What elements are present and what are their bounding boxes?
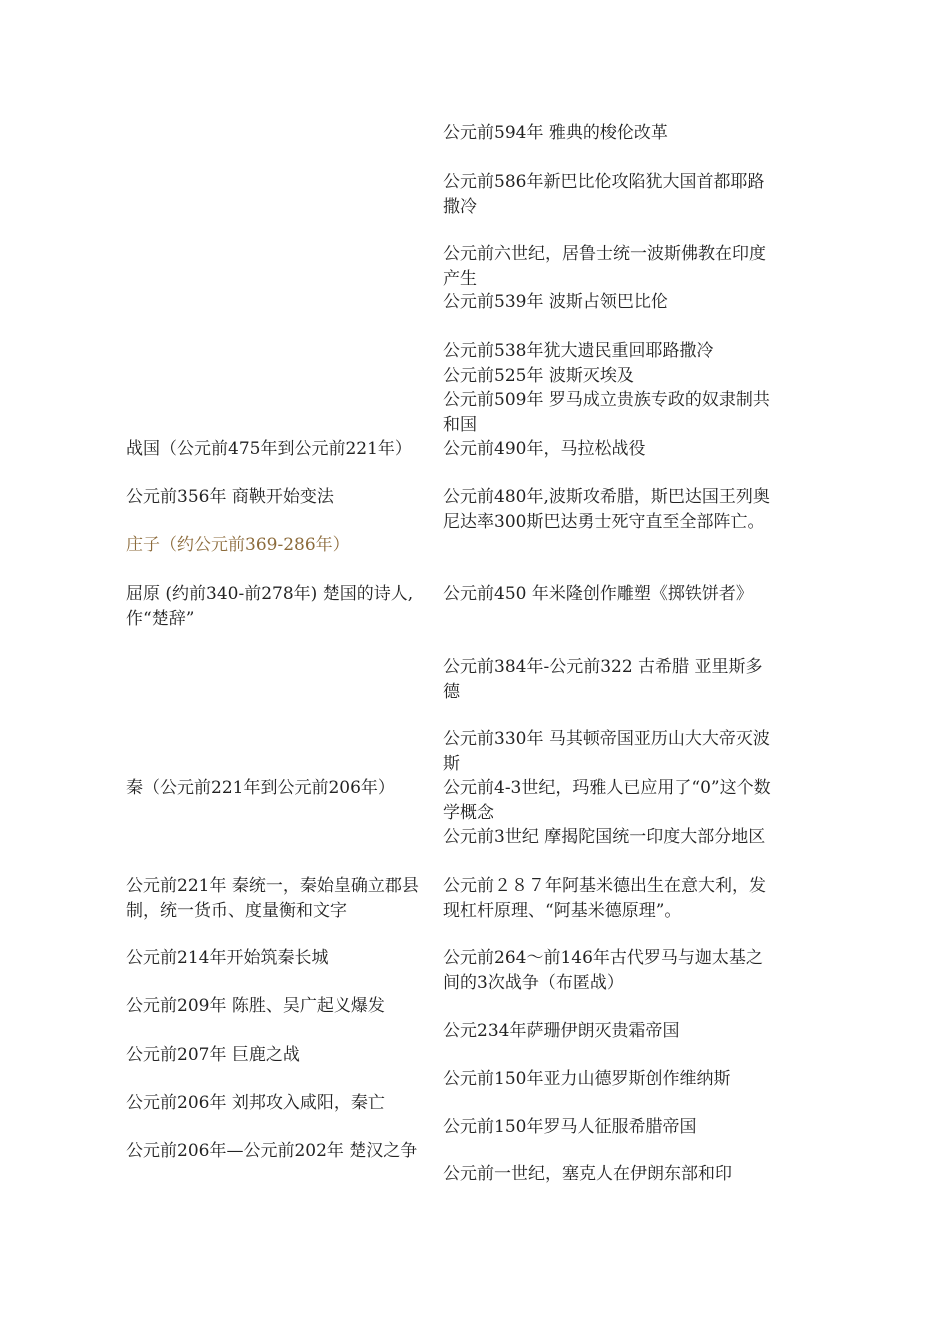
- right-entry-384bc: 公元前384年-公元前322 古希腊 亚里斯多德: [443, 657, 763, 702]
- right-entry-586bc: 公元前586年新巴比伦攻陷犹大国首都耶路撒冷: [443, 172, 765, 217]
- right-entry-264bc: 公元前264～前146年古代罗马与迦太基之间的3次战争（布匿战）: [443, 948, 763, 993]
- left-entry-quyuan: 屈原 (约前340-前278年) 楚国的诗人,作“楚辞”: [126, 584, 414, 629]
- right-entry-287bc: 公元前２８７年阿基米德出生在意大利，发现杠杆原理、“阿基米德原理”。: [443, 876, 766, 921]
- left-entry-221bc: 公元前221年 秦统一，秦始皇确立郡县制，统一货币、度量衡和文字: [126, 876, 419, 921]
- left-entry-209bc: 公元前209年 陈胜、吴广起义爆发: [126, 996, 385, 1016]
- right-entry-150bc-venus: 公元前150年亚力山德罗斯创作维纳斯: [443, 1069, 731, 1089]
- right-entry-4-3-century: 公元前4-3世纪，玛雅人已应用了“0”这个数学概念: [443, 778, 771, 823]
- left-entry-zhuangzi: 庄子（约公元前369-286年）: [126, 535, 350, 555]
- right-entry-480bc: 公元前480年,波斯攻希腊，斯巴达国王列奥尼达率300斯巴达勇士死守直至全部阵亡。: [443, 487, 770, 532]
- right-entry-539bc: 公元前539年 波斯占领巴比伦: [443, 292, 668, 312]
- left-heading-qin: 秦（公元前221年到公元前206年）: [126, 778, 395, 798]
- left-entry-207bc: 公元前207年 巨鹿之战: [126, 1045, 300, 1065]
- left-heading-warring-states: 战国（公元前475年到公元前221年）: [126, 439, 412, 459]
- right-entry-150bc-greece: 公元前150年罗马人征服希腊帝国: [443, 1117, 697, 1137]
- left-entry-214bc: 公元前214年开始筑秦长城: [126, 948, 329, 968]
- right-entry-525bc: 公元前525年 波斯灭埃及: [443, 366, 634, 386]
- left-entry-206bc: 公元前206年 刘邦攻入咸阳，秦亡: [126, 1093, 385, 1113]
- right-entry-594bc: 公元前594年 雅典的梭伦改革: [443, 123, 668, 143]
- right-entry-3rd-century: 公元前3世纪 摩揭陀国统一印度大部分地区: [443, 827, 766, 847]
- right-entry-6th-century: 公元前六世纪，居鲁士统一波斯佛教在印度产生: [443, 244, 766, 289]
- right-entry-490bc: 公元前490年，马拉松战役: [443, 439, 646, 459]
- right-entry-234ad: 公元234年萨珊伊朗灭贵霜帝国: [443, 1021, 680, 1041]
- right-entry-450bc: 公元前450 年米隆创作雕塑《掷铁饼者》: [443, 584, 753, 604]
- right-entry-538bc: 公元前538年犹大遗民重回耶路撒冷: [443, 341, 714, 361]
- right-entry-509bc: 公元前509年 罗马成立贵族专政的奴隶制共和国: [443, 390, 770, 435]
- left-entry-206-202bc: 公元前206年—公元前202年 楚汉之争: [126, 1141, 418, 1161]
- right-entry-1st-century: 公元前一世纪，塞克人在伊朗东部和印: [443, 1164, 732, 1184]
- right-entry-330bc: 公元前330年 马其顿帝国亚历山大大帝灭波斯: [443, 729, 770, 774]
- left-entry-356bc: 公元前356年 商鞅开始变法: [126, 487, 334, 507]
